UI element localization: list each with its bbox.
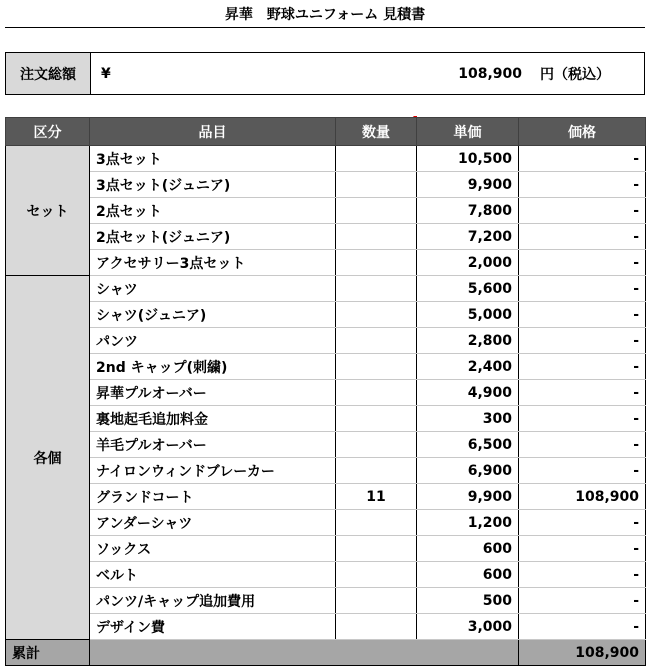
quantity-cell[interactable]: [336, 354, 417, 380]
quantity-cell[interactable]: [336, 380, 417, 406]
unit-price-cell: 5,000: [417, 302, 519, 328]
quantity-cell[interactable]: [336, 406, 417, 432]
table-row: [6, 588, 646, 614]
table-row: [6, 380, 646, 406]
unit-price-cell: 600: [417, 562, 519, 588]
quantity-cell[interactable]: [336, 536, 417, 562]
quantity-cell[interactable]: 11: [336, 484, 417, 510]
unit-price-cell: 300: [417, 406, 519, 432]
header-item: 品目: [90, 118, 336, 146]
price-cell: -: [519, 328, 646, 354]
quantity-cell[interactable]: [336, 510, 417, 536]
header-price: 価格: [519, 118, 646, 146]
order-total-label: 注文総額: [6, 53, 91, 94]
price-cell: -: [519, 510, 646, 536]
quantity-cell[interactable]: [336, 146, 417, 172]
category-cell: 各個: [6, 276, 90, 640]
item-cell: グランドコート: [90, 484, 336, 510]
header-category: 区分: [6, 118, 90, 146]
item-cell: 2nd キャップ(刺繍): [90, 354, 336, 380]
table-row: [6, 328, 646, 354]
summary-blank: [90, 640, 519, 666]
item-cell: ベルト: [90, 562, 336, 588]
item-cell: 2点セット(ジュニア): [90, 224, 336, 250]
table-row: [6, 510, 646, 536]
order-total-amount-cell: [141, 53, 644, 94]
category-cell: セット: [6, 146, 90, 276]
item-cell: ソックス: [90, 536, 336, 562]
quantity-cell[interactable]: [336, 328, 417, 354]
item-cell: パンツ/キャップ追加費用: [90, 588, 336, 614]
order-total-currency: ¥: [101, 65, 111, 82]
item-cell: 2点セット: [90, 198, 336, 224]
order-total-unit: 円（税込）: [540, 66, 610, 83]
item-cell: 裏地起毛追加料金: [90, 406, 336, 432]
price-cell: -: [519, 614, 646, 640]
item-cell: アンダーシャツ: [90, 510, 336, 536]
title-underline: [5, 27, 645, 28]
price-cell: -: [519, 224, 646, 250]
unit-price-cell: 7,200: [417, 224, 519, 250]
quantity-cell[interactable]: [336, 588, 417, 614]
unit-price-cell: 6,500: [417, 432, 519, 458]
item-cell: シャツ: [90, 276, 336, 302]
table-row: [6, 432, 646, 458]
unit-price-cell: 5,600: [417, 276, 519, 302]
unit-price-cell: 6,900: [417, 458, 519, 484]
table-row: [6, 406, 646, 432]
unit-price-cell: 2,800: [417, 328, 519, 354]
header-unit-price: 単価: [417, 118, 519, 146]
price-cell: -: [519, 276, 646, 302]
table-row: [6, 146, 646, 172]
summary-label: 累計: [6, 640, 90, 666]
price-cell: -: [519, 588, 646, 614]
price-cell: -: [519, 406, 646, 432]
unit-price-cell: 2,000: [417, 250, 519, 276]
price-cell: -: [519, 172, 646, 198]
price-cell: -: [519, 458, 646, 484]
unit-price-cell: 3,000: [417, 614, 519, 640]
order-total-box: [5, 52, 645, 95]
quantity-cell[interactable]: [336, 432, 417, 458]
unit-price-cell: 2,400: [417, 354, 519, 380]
table-row: [6, 458, 646, 484]
order-total-amount: 108,900: [458, 65, 522, 82]
item-cell: パンツ: [90, 328, 336, 354]
unit-price-cell: 7,800: [417, 198, 519, 224]
estimate-table: [5, 117, 646, 666]
quantity-cell[interactable]: [336, 614, 417, 640]
unit-price-cell: 9,900: [417, 172, 519, 198]
quantity-cell[interactable]: [336, 198, 417, 224]
price-cell: 108,900: [519, 484, 646, 510]
item-cell: デザイン費: [90, 614, 336, 640]
item-cell: ナイロンウィンドブレーカー: [90, 458, 336, 484]
summary-price: 108,900: [519, 640, 646, 666]
price-cell: -: [519, 380, 646, 406]
table-row: [6, 172, 646, 198]
summary-row: [6, 640, 646, 666]
item-cell: シャツ(ジュニア): [90, 302, 336, 328]
price-cell: -: [519, 146, 646, 172]
item-cell: 昇華プルオーバー: [90, 380, 336, 406]
item-cell: 3点セット: [90, 146, 336, 172]
header-quantity: 数量: [336, 118, 417, 146]
price-cell: -: [519, 536, 646, 562]
table-row: [6, 536, 646, 562]
price-cell: -: [519, 302, 646, 328]
price-cell: -: [519, 198, 646, 224]
item-cell: 3点セット(ジュニア): [90, 172, 336, 198]
quantity-cell[interactable]: [336, 302, 417, 328]
quantity-cell[interactable]: [336, 276, 417, 302]
price-cell: -: [519, 250, 646, 276]
quantity-cell[interactable]: [336, 458, 417, 484]
table-row: [6, 276, 646, 302]
table-row: [6, 198, 646, 224]
item-cell: アクセサリー3点セット: [90, 250, 336, 276]
unit-price-cell: 500: [417, 588, 519, 614]
table-row: [6, 354, 646, 380]
table-row: [6, 484, 646, 510]
price-cell: -: [519, 354, 646, 380]
unit-price-cell: 4,900: [417, 380, 519, 406]
quantity-cell[interactable]: [336, 224, 417, 250]
price-cell: -: [519, 432, 646, 458]
table-row: [6, 614, 646, 640]
item-cell: 羊毛プルオーバー: [90, 432, 336, 458]
page-title: 昇華 野球ユニフォーム 見積書: [224, 7, 426, 23]
quantity-cell[interactable]: [336, 562, 417, 588]
table-row: [6, 224, 646, 250]
table-row: [6, 562, 646, 588]
table-body: [6, 146, 646, 666]
table-row: [6, 250, 646, 276]
price-cell: -: [519, 562, 646, 588]
quantity-cell[interactable]: [336, 172, 417, 198]
unit-price-cell: 10,500: [417, 146, 519, 172]
unit-price-cell: 600: [417, 536, 519, 562]
table-row: [6, 302, 646, 328]
unit-price-cell: 1,200: [417, 510, 519, 536]
unit-price-cell: 9,900: [417, 484, 519, 510]
quantity-cell[interactable]: [336, 250, 417, 276]
table-header-row: [6, 118, 646, 146]
